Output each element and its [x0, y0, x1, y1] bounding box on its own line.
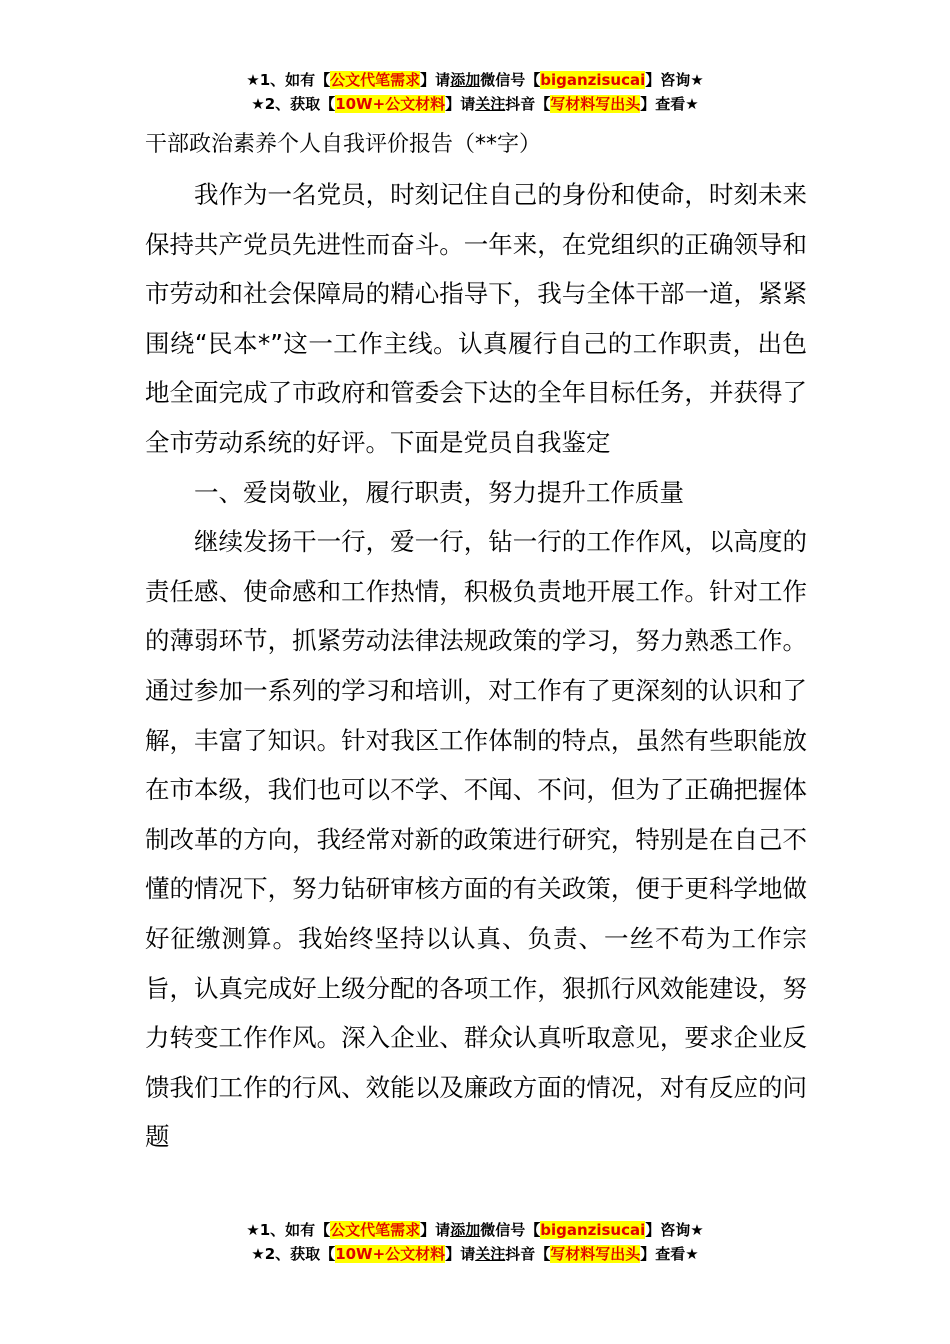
- banner-line-2: [0, 92, 950, 116]
- banner-highlight: 公文代笔需求: [330, 71, 421, 89]
- banner-text: 】咨询★: [645, 71, 704, 89]
- banner-underline: 添加: [450, 1221, 481, 1239]
- banner-text: 】请: [445, 1245, 476, 1263]
- banner-text: 微信号【: [480, 1221, 541, 1239]
- banner-highlight: 10W+公文材料: [335, 1245, 446, 1263]
- banner-text: ★1、如有【: [246, 71, 331, 89]
- banner-text: ★1、如有【: [246, 1221, 331, 1239]
- banner-text: 】请: [420, 1221, 451, 1239]
- banner-text: 抖音【: [505, 95, 551, 113]
- banner-line-1: [0, 1218, 950, 1242]
- banner-text: 抖音【: [505, 1245, 551, 1263]
- banner-text: 】咨询★: [645, 1221, 704, 1239]
- banner-highlight: 公文代笔需求: [330, 1221, 421, 1239]
- banner-text: 】查看★: [640, 95, 699, 113]
- banner-line-1: [0, 68, 950, 92]
- section-heading: 一、爱岗敬业，履行职责，努力提升工作质量: [194, 477, 684, 507]
- banner-wechat-id: biganzisucai: [540, 71, 646, 89]
- document-title: 干部政治素养个人自我评价报告（**字）: [145, 132, 542, 157]
- banner-text: 】请: [445, 95, 476, 113]
- banner-highlight: 10W+公文材料: [335, 95, 446, 113]
- paragraph-intro: 我作为一名党员，时刻记住自己的身份和使命，时刻未来保持共产党员先进性而奋斗。一年来，在党组织的正确领导和市劳动和社会保障局的精心指导下，我与全体干部一道，紧紧围绕“民本*”这一工作主线。认真履行自己的工作职责，出色地全面完成了市政府和管委会下达的全年目标任务，并获得了全市劳动系统的好评。下面是党员自我鉴定: [145, 180, 807, 457]
- banner-underline: 添加: [450, 71, 481, 89]
- banner-line-2: [0, 1242, 950, 1266]
- banner-text: 】查看★: [640, 1245, 699, 1263]
- paragraph-section-1: 继续发扬干一行，爱一行，钻一行的工作作风，以高度的责任感、使命感和工作热情，积极负责地开展工作。针对工作的薄弱环节，抓紧劳动法律法规政策的学习，努力熟悉工作。通过参加一系列的学习和培训，对工作有了更深刻的认识和了解，丰富了知识。针对我区工作体制的特点，虽然有些职能放在市本级，我们也可以不学、不闻、不问，但为了正确把握体制改革的方向，我经常对新的政策进行研究，特别是在自己不懂的情况下，努力钻研审核方面的有关政策，便于更科学地做好征缴测算。我始终坚持以认真、负责、一丝不苟为工作宗旨，认真完成好上级分配的各项工作，狠抓行风效能建设，努力转变工作作风。深入企业、群众认真听取意见，要求企业反馈我们工作的行风、效能以及廉政方面的情况，对有反应的问题: [145, 527, 807, 1152]
- document-body: [145, 170, 807, 1162]
- banner-wechat-id: biganzisucai: [540, 1221, 646, 1239]
- banner-text: ★2、获取【: [251, 1245, 336, 1263]
- banner-text: 微信号【: [480, 71, 541, 89]
- banner-text: ★2、获取【: [251, 95, 336, 113]
- footer-banner: [0, 1218, 950, 1266]
- banner-underline: 关注: [475, 1245, 506, 1263]
- banner-underline: 关注: [475, 95, 506, 113]
- banner-text: 】请: [420, 71, 451, 89]
- header-banner: [0, 68, 950, 116]
- banner-douyin-name: 写材料写出头: [550, 95, 641, 113]
- banner-douyin-name: 写材料写出头: [550, 1245, 641, 1263]
